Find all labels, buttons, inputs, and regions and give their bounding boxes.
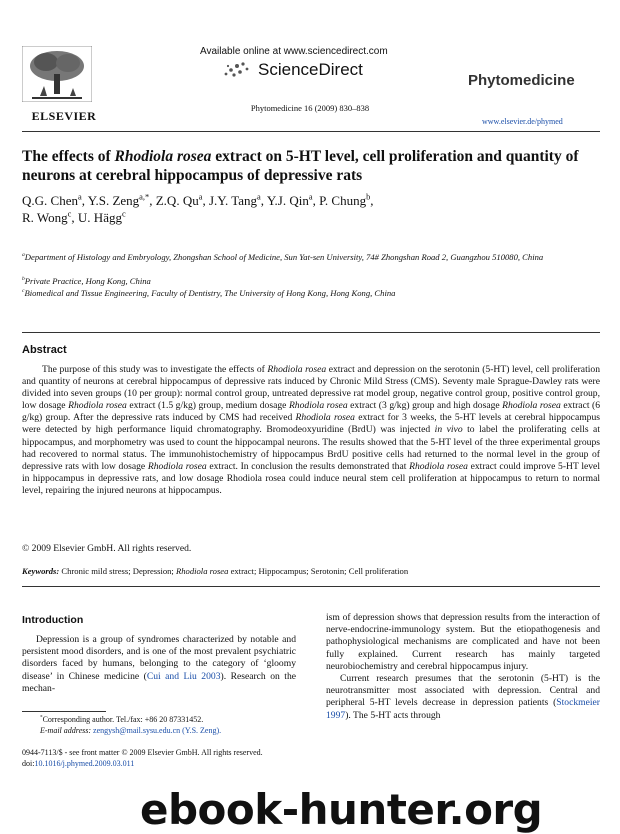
- author: Y.S. Zeng$^{a,*}$: [87, 191, 150, 208]
- abstract-heading: Abstract: [22, 344, 67, 356]
- italic-term: Rhodiola rosea: [147, 460, 207, 472]
- journal-name: Phytomedicine: [468, 72, 575, 89]
- keywords-label: Keywords:: [22, 566, 60, 576]
- email-link[interactable]: zengysh@mail.sysu.edu.cn (Y.S. Zeng).: [93, 726, 222, 735]
- text-run: ). Research on the mechan-: [22, 670, 296, 694]
- text-run: extract and depression on the serotonin (5-HT) level, cell proliferation and quantity of neurons at cerebral hippocampus of depressive rats induced by Chronic Mild Stress (CMS). Seventy male Sprague-Dawley rats were divided into seven groups (10 per group): normal control group, untreated depressive rat model group, negative control group, positive control group, low dosage: [22, 364, 600, 412]
- intro-column-right: [326, 612, 600, 722]
- abstract-body: [22, 364, 600, 497]
- affiliation: $^b$Private Practice, Hong Kong, China: [22, 276, 151, 286]
- sciencedirect-dots-icon: [222, 60, 252, 80]
- keywords-list: [59, 566, 408, 576]
- text-run: The purpose of this study was to investigate the effects of: [42, 364, 268, 375]
- author: J.Y. Tang$^a$: [208, 191, 261, 208]
- author: Z.Q. Qu$^a$: [155, 191, 203, 208]
- elsevier-tree-icon: [22, 46, 92, 102]
- italic-term: Rhodiola rosea: [295, 412, 355, 424]
- available-online-text: Available online at www.sciencedirect.com: [200, 46, 388, 57]
- keywords: [22, 566, 408, 576]
- author: P. Chung$^b$: [319, 191, 371, 208]
- italic-term: in vivo: [434, 424, 463, 436]
- issn-line: 0944-7113/$ - see front matter © 2009 Elsevier GmbH. All rights reserved.: [22, 748, 263, 757]
- author: R. Wong$^c$: [22, 208, 72, 225]
- sciencedirect-logo: [222, 60, 363, 80]
- affiliation: $^c$Biomedical and Tissue Engineering, Faculty of Dentistry, The University of Hong Kong, Hong Kong, China: [22, 288, 396, 298]
- publisher-name: ELSEVIER: [31, 109, 97, 123]
- text-run: ). The 5-HT acts through: [345, 709, 441, 721]
- doi-link[interactable]: 10.1016/j.phymed.2009.03.011: [34, 759, 135, 768]
- intro-paragraph-left: [22, 634, 296, 695]
- italic-term: Rhodiola rosea: [175, 566, 229, 576]
- citation-link[interactable]: Stockmeier 1997: [326, 697, 600, 721]
- header-divider: [22, 131, 600, 132]
- italic-term: Rhodiola rosea: [409, 460, 468, 472]
- text-run: extract; Hippocampus; Serotonin; Cell proliferation: [228, 566, 409, 576]
- footnote-divider: [22, 711, 106, 712]
- author: U. Hägg$^c$: [77, 208, 126, 225]
- watermark: ebook-hunter.org: [140, 785, 543, 834]
- text-run: extract for 3 weeks, the 5-HT levels at cerebral hippocampus were detected by high performance liquid chromatography. Bromodeoxyuridine (BrdU) was injected: [22, 412, 600, 436]
- doi-label: doi:: [22, 759, 35, 768]
- keywords-divider: [22, 586, 600, 587]
- title-part: The effects of: [22, 148, 115, 165]
- text-run: extract. In conclusion the results demonstrated that: [206, 460, 410, 472]
- text-run: Current research presumes that the serotonin (5-HT) is the neurotransmitter most associated with depression. Central and peripheral 5-HT levels decrease in depression patients (: [326, 673, 600, 709]
- abstract-divider: [22, 332, 600, 333]
- affiliation: $^a$Department of Histology and Embryology, Zhongshan School of Medicine, Sun Yat-sen University, 74# Zhongshan Road 2, Guangzhou 510080, China: [22, 252, 544, 262]
- author: Y.J. Qin$^a$: [266, 191, 313, 208]
- text-run: to label the proliferating cells at hippocampus, and morphometry was used to count the hippocampal neurons. The results showed that the 5-HT level of the three experimental groups had recovered to normal status. The immunohistochemistry of hippocampus BrdU positive cells had returned to the normal level in the group of depressive rats with low dosage: [22, 424, 600, 472]
- intro-paragraph: ism of depression shows that depression results from the interaction of nerve-endocrine-immunology system. But the etiopathogenesis and pathophysiological mechanisms are complicated and have not been fully explained. Current research has mainly targeted neurobiochemistry and cerebral hippocampus injury.: [326, 612, 600, 672]
- sciencedirect-wordmark: ScienceDirect: [258, 60, 363, 79]
- introduction-heading: Introduction: [22, 614, 84, 626]
- title-part: extract on 5-HT level, cell proliferation and quantity of neurons at cerebral hippocampus of depressive rats: [22, 148, 579, 184]
- italic-term: Rhodiola rosea: [288, 400, 348, 412]
- italic-term: Rhodiola rosea: [502, 400, 561, 412]
- author: Q.G. Chen$^a$: [22, 191, 82, 208]
- author-list: Q.G. Chen$^a$, Y.S. Zeng$^{a,*}$, Z.Q. Qu$^a$, J.Y. Tang$^a$, Y.J. Qin$^a$, P. Chung$^b$, R. Wong$^c$, U. Hägg$^c$: [22, 191, 374, 225]
- text-run: extract (3 g/kg) group and high dosage: [347, 400, 503, 412]
- abstract-copyright: © 2009 Elsevier GmbH. All rights reserved.: [22, 543, 192, 554]
- text-run: extract (1.5 g/kg) group, medium dosage: [126, 400, 289, 412]
- journal-citation: Phytomedicine 16 (2009) 830–838: [250, 103, 370, 113]
- article-title: [22, 147, 602, 185]
- text-run: Depression is a group of syndromes characterized by notable and persistent mood disorders, and is one of the most prevalent psychiatric disorders faced by humans, belonging to the category of ‘gloomy disease’ in Chinese medicine (: [22, 634, 296, 682]
- title-italic-part: Rhodiola rosea: [114, 148, 212, 165]
- email-label: E-mail address:: [40, 726, 92, 735]
- front-matter: [22, 747, 263, 769]
- footnote: *Corresponding author. Tel./fax: +86 20 87331452. E-mail address: zengysh@mail.sysu.edu.cn (Y.S. Zeng).: [40, 714, 222, 735]
- text-run: Chronic mild stress; Depression;: [59, 566, 176, 576]
- citation-link[interactable]: Cui and Liu 2003: [146, 670, 221, 682]
- text-run: extract could improve 5-HT level in hippocampus in depressive rats, and low dosage Rhodiola rosea could induce neural stem cell proliferation at hippocampus to return to normal level, repairing the injured neurons at hippocampus.: [22, 460, 600, 496]
- journal-url-link[interactable]: www.elsevier.de/phymed: [482, 117, 563, 126]
- text-run: extract (6 g/kg) group. After the depressive rats induced by CMS had received: [22, 400, 601, 424]
- intro-paragraph: [326, 673, 600, 722]
- italic-term: Rhodiola rosea: [267, 364, 327, 375]
- italic-term: Rhodiola rosea: [68, 400, 127, 412]
- corresponding-author: Corresponding author. Tel./fax: +86 20 87331452.: [42, 715, 204, 724]
